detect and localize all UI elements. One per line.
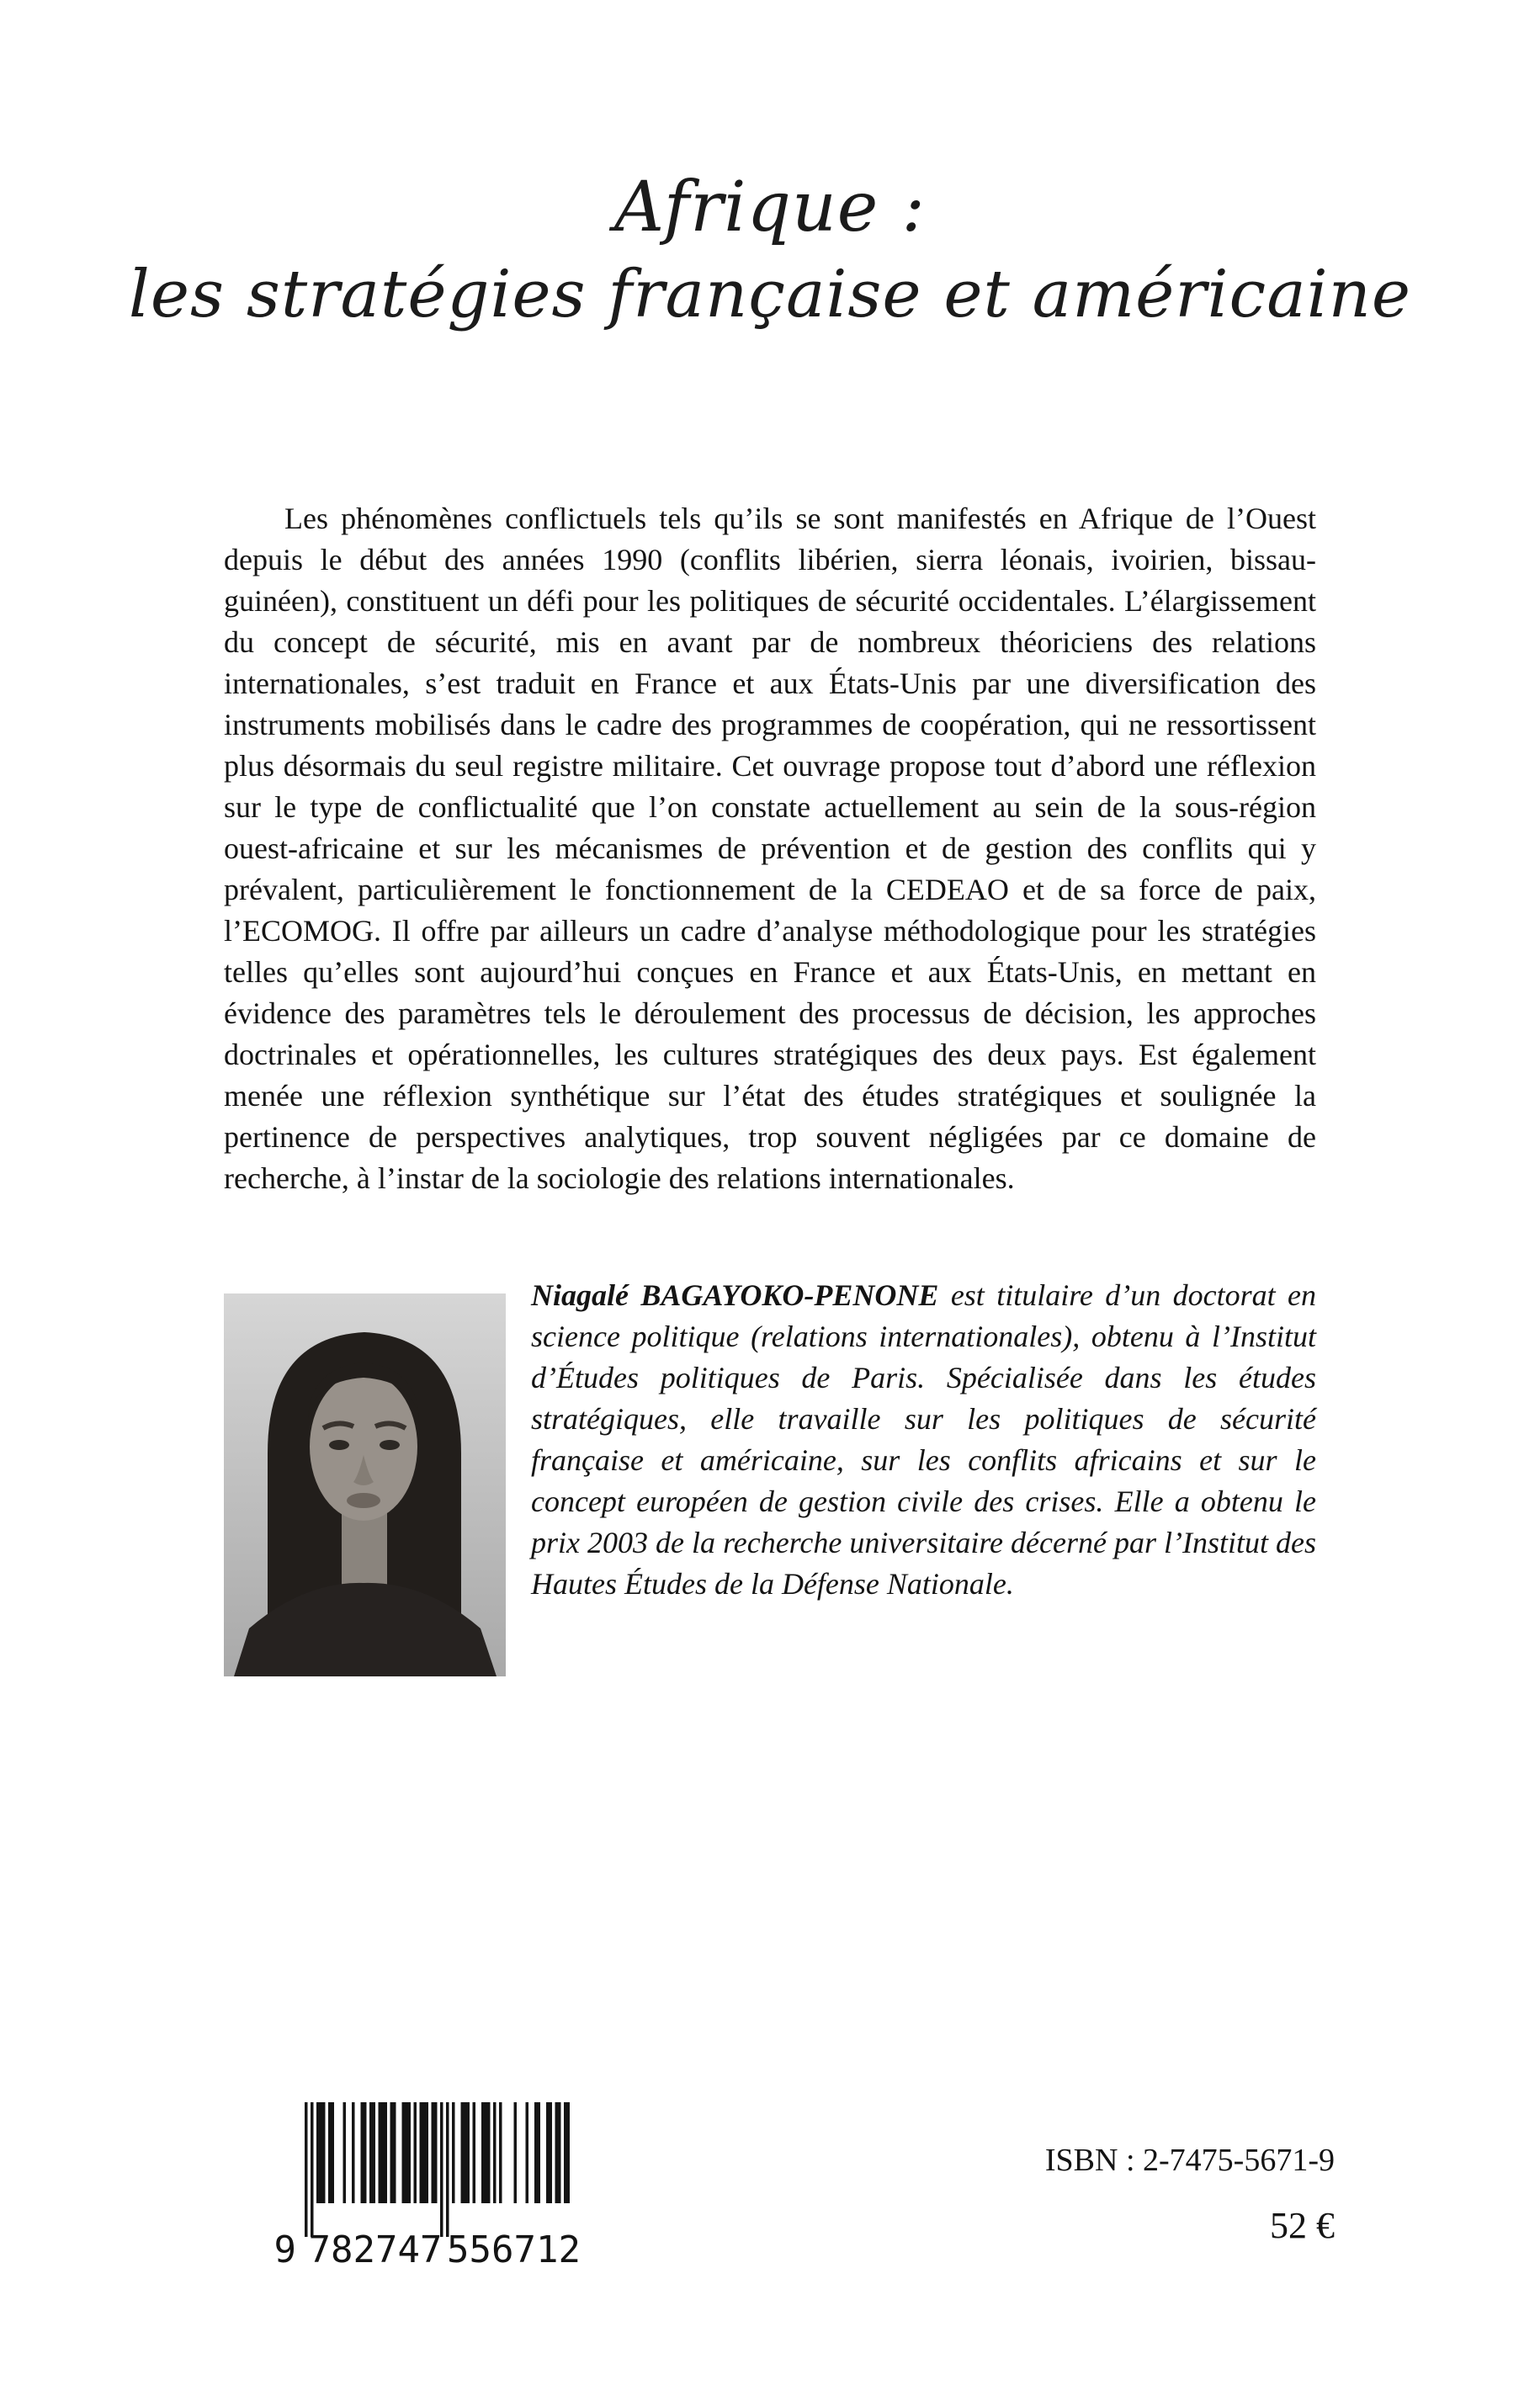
author-bio-text: est titulaire d’un doctorat en science politique (relations internationales), obtenu à l’Institut d’Études politiques de Paris. Spécialisée dans les études stratégiques, elle travaille sur les politiques de sécurité française et américaine, sur les conflits africains et sur le concept européen de gestion civile des crises. Elle a obtenu le prix 2003 de la recherche universitaire décerné par l’Institut des Hautes Études de la Défense Nationale. (531, 1278, 1316, 1602)
title-line-2: les stratégies française et américaine (128, 257, 1412, 333)
author-portrait-illustration (224, 1293, 506, 1676)
svg-text:782747: 782747 (308, 2228, 443, 2269)
book-title (0, 0, 1540, 343)
author-photo (224, 1293, 506, 1676)
title-line-1: Afrique : (613, 167, 927, 247)
isbn: ISBN : 2-7475-5671-9 (1044, 2143, 1335, 2178)
ean-barcode (268, 2102, 598, 2269)
author-bio (531, 1275, 1316, 1605)
author-name: Niagalé BAGAYOKO-PENONE (531, 1278, 939, 1313)
price: 52 € (1270, 2205, 1335, 2246)
synopsis-paragraph: Les phénomènes conflictuels tels qu’ils se sont manifestés en Afrique de l’Ouest depuis le début des années 1990 (conflits libérien, sierra léonais, ivoirien, bissau-guinéen), constituent un défi pour les politiques de sécurité occidentales. L’élargissement du concept de sécurité, mis en avant par de nombreux théoriciens des relations internationales, s’est traduit en France et aux États-Unis par une diversification des instruments mobilisés dans le cadre des programmes de coopération, qui ne ressortissent plus désormais du seul registre militaire. Cet ouvrage propose tout d’abord une réflexion sur le type de conflictualité que l’on constate actuellement au sein de la sous-région ouest-africaine et sur les mécanismes de prévention et de gestion des conflits qui y prévalent, particulièrement le fonctionnement de la CEDEAO et de sa force de paix, l’ECOMOG. Il offre par ailleurs un cadre d’analyse méthodologique pour les stratégies telles qu’elles sont aujourd’hui conçues en France et aux États-Unis, en mettant en évidence des paramètres tels le déroulement des processus de décision, les approches doctrinales et opérationnelles, les cultures stratégiques des deux pays. Est également menée une réflexion synthétique sur l’état des études stratégiques et soulignée la pertinence de perspectives analytiques, trop souvent négligées par ce domaine de recherche, à l’instar de la sociologie des relations internationales. (224, 502, 1316, 1196)
barcode-block (268, 2102, 598, 2269)
svg-text:9: 9 (273, 2228, 296, 2269)
svg-text:556712: 556712 (447, 2228, 581, 2269)
isbn-price-block (1045, 2142, 1335, 2247)
author-section (224, 1275, 1316, 1676)
